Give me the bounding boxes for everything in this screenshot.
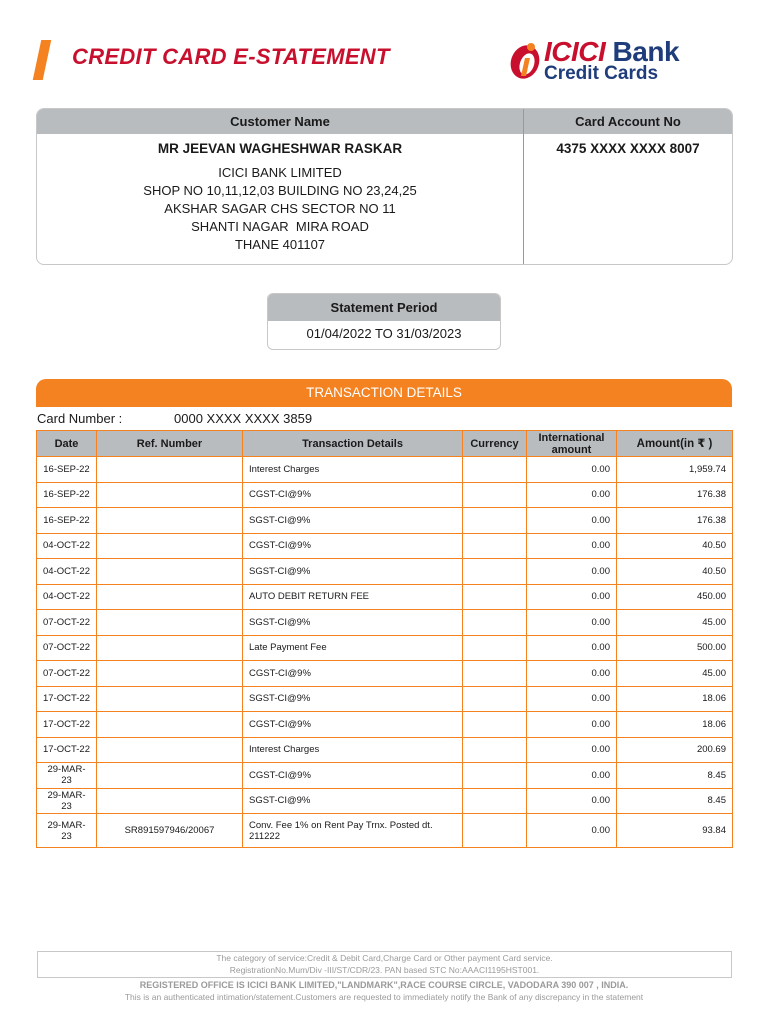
txn-currency (463, 661, 527, 687)
customer-name: MR JEEVAN WAGHESHWAR RASKAR (157, 141, 403, 156)
txn-date: 04-OCT-22 (37, 533, 97, 559)
txn-currency (463, 635, 527, 661)
txn-details: SGST-CI@9% (243, 788, 463, 814)
icici-emblem-icon (508, 38, 544, 82)
col-header-date: Date (37, 431, 97, 457)
card-number-label: Card Number : (37, 411, 123, 426)
table-row (37, 559, 733, 585)
txn-amount: 8.45 (617, 788, 733, 814)
table-row (37, 737, 733, 763)
transaction-rows (37, 457, 733, 848)
footer-service-category: The category of service:Credit & Debit Card,Charge Card or Other payment Card service. (216, 953, 553, 963)
icici-logo (508, 36, 738, 86)
logo-bank-text: Bank (605, 36, 680, 67)
txn-ref-number (97, 508, 243, 534)
txn-date: 07-OCT-22 (37, 661, 97, 687)
txn-date: 29-MAR-23 (37, 814, 97, 848)
logo-subtitle: Credit Cards (544, 63, 659, 84)
logo-icici-text: ICICI (544, 36, 606, 67)
txn-amount: 176.38 (617, 508, 733, 534)
txn-details: SGST-CI@9% (243, 559, 463, 585)
table-row (37, 533, 733, 559)
table-row (37, 686, 733, 712)
title-accent-bar (37, 40, 49, 80)
address-line: ICICI BANK LIMITED (218, 165, 342, 180)
txn-currency (463, 686, 527, 712)
txn-intl-amount: 0.00 (527, 559, 617, 585)
col-header-ref: Ref. Number (97, 431, 243, 457)
txn-intl-amount: 0.00 (527, 635, 617, 661)
txn-date: 07-OCT-22 (37, 635, 97, 661)
txn-details: CGST-CI@9% (243, 533, 463, 559)
txn-date: 29-MAR-23 (37, 763, 97, 789)
txn-amount: 18.06 (617, 686, 733, 712)
address-line: SHANTI NAGAR MIRA ROAD (191, 219, 369, 234)
transaction-details-banner: TRANSACTION DETAILS (36, 379, 732, 407)
txn-ref-number: SR891597946/20067 (97, 814, 243, 848)
txn-amount: 93.84 (617, 814, 733, 848)
table-row (37, 661, 733, 687)
customer-info-box (36, 108, 733, 265)
statement-period-box (267, 293, 501, 350)
txn-date: 04-OCT-22 (37, 584, 97, 610)
txn-intl-amount: 0.00 (527, 661, 617, 687)
txn-details: Interest Charges (243, 457, 463, 483)
txn-ref-number (97, 610, 243, 636)
card-number-value: 0000 XXXX XXXX 3859 (174, 411, 313, 426)
table-row (37, 712, 733, 738)
address-line: SHOP NO 10,11,12,03 BUILDING NO 23,24,25 (143, 183, 417, 198)
txn-amount: 45.00 (617, 661, 733, 687)
txn-amount: 40.50 (617, 559, 733, 585)
customer-address (37, 164, 523, 254)
txn-date: 17-OCT-22 (37, 712, 97, 738)
txn-amount: 1,959.74 (617, 457, 733, 483)
txn-ref-number (97, 457, 243, 483)
txn-intl-amount: 0.00 (527, 610, 617, 636)
txn-ref-number (97, 533, 243, 559)
txn-intl-amount: 0.00 (527, 814, 617, 848)
txn-ref-number (97, 482, 243, 508)
txn-amount: 40.50 (617, 533, 733, 559)
statement-period-label: Statement Period (268, 294, 500, 321)
txn-currency (463, 482, 527, 508)
txn-intl-amount: 0.00 (527, 533, 617, 559)
txn-date: 07-OCT-22 (37, 610, 97, 636)
transaction-table (36, 430, 733, 848)
txn-currency (463, 457, 527, 483)
txn-intl-amount: 0.00 (527, 788, 617, 814)
txn-details: CGST-CI@9% (243, 763, 463, 789)
col-header-details: Transaction Details (243, 431, 463, 457)
txn-ref-number (97, 763, 243, 789)
table-row (37, 763, 733, 789)
txn-currency (463, 533, 527, 559)
txn-details: SGST-CI@9% (243, 686, 463, 712)
txn-details: CGST-CI@9% (243, 712, 463, 738)
txn-currency (463, 763, 527, 789)
table-row (37, 814, 733, 848)
txn-currency (463, 712, 527, 738)
txn-details: Late Payment Fee (243, 635, 463, 661)
footer-registered-office: REGISTERED OFFICE IS ICICI BANK LIMITED,"LANDMARK",RACE COURSE CIRCLE, VADODARA 390 007 , INDIA. (139, 980, 629, 990)
txn-ref-number (97, 559, 243, 585)
txn-intl-amount: 0.00 (527, 686, 617, 712)
txn-currency (463, 788, 527, 814)
table-row (37, 610, 733, 636)
txn-details: AUTO DEBIT RETURN FEE (243, 584, 463, 610)
txn-details: SGST-CI@9% (243, 508, 463, 534)
txn-details: CGST-CI@9% (243, 482, 463, 508)
statement-period-value: 01/04/2022 TO 31/03/2023 (306, 326, 462, 341)
txn-date: 04-OCT-22 (37, 559, 97, 585)
table-row (37, 788, 733, 814)
txn-amount: 18.06 (617, 712, 733, 738)
page-title: CREDIT CARD E-STATEMENT (72, 44, 390, 69)
txn-date: 17-OCT-22 (37, 737, 97, 763)
txn-currency (463, 737, 527, 763)
txn-currency (463, 559, 527, 585)
footer-box (37, 951, 732, 978)
txn-details: CGST-CI@9% (243, 661, 463, 687)
address-line: THANE 401107 (234, 237, 326, 252)
txn-date: 16-SEP-22 (37, 508, 97, 534)
txn-ref-number (97, 661, 243, 687)
txn-amount: 500.00 (617, 635, 733, 661)
txn-amount: 176.38 (617, 482, 733, 508)
table-row (37, 482, 733, 508)
table-row (37, 457, 733, 483)
txn-ref-number (97, 584, 243, 610)
txn-amount: 200.69 (617, 737, 733, 763)
txn-intl-amount: 0.00 (527, 482, 617, 508)
footer-registration: RegistrationNo.Mum/Div -III/ST/CDR/23. PAN based STC No:AAACI1195HST001. (229, 965, 540, 975)
txn-ref-number (97, 635, 243, 661)
txn-currency (463, 508, 527, 534)
txn-intl-amount: 0.00 (527, 712, 617, 738)
card-account-label: Card Account No (575, 114, 681, 129)
table-row (37, 635, 733, 661)
card-account-number: 4375 XXXX XXXX 8007 (556, 141, 700, 156)
txn-intl-amount: 0.00 (527, 737, 617, 763)
footer-disclaimer: This is an authenticated intimation/statement.Customers are requested to immediately notify the Bank of any discrepancy in the statement (124, 992, 644, 1002)
txn-intl-amount: 0.00 (527, 763, 617, 789)
table-row (37, 508, 733, 534)
txn-amount: 8.45 (617, 763, 733, 789)
col-header-currency: Currency (463, 431, 527, 457)
txn-ref-number (97, 712, 243, 738)
col-header-intl-amount: International amount (527, 431, 617, 457)
txn-currency (463, 610, 527, 636)
txn-details: Interest Charges (243, 737, 463, 763)
txn-ref-number (97, 788, 243, 814)
txn-date: 16-SEP-22 (37, 457, 97, 483)
txn-date: 29-MAR-23 (37, 788, 97, 814)
address-line: AKSHAR SAGAR CHS SECTOR NO 11 (164, 201, 396, 216)
txn-currency (463, 814, 527, 848)
txn-currency (463, 584, 527, 610)
customer-name-label: Customer Name (230, 114, 330, 129)
txn-date: 17-OCT-22 (37, 686, 97, 712)
txn-details: SGST-CI@9% (243, 610, 463, 636)
txn-date: 16-SEP-22 (37, 482, 97, 508)
customer-info-header (37, 109, 732, 134)
table-row (37, 584, 733, 610)
column-divider (523, 109, 524, 264)
col-header-amount: Amount(in ₹ ) (617, 431, 733, 457)
txn-intl-amount: 0.00 (527, 584, 617, 610)
txn-ref-number (97, 737, 243, 763)
table-header-row (37, 431, 733, 457)
txn-intl-amount: 0.00 (527, 457, 617, 483)
txn-details: Conv. Fee 1% on Rent Pay Trnx. Posted dt. 211222 (243, 814, 463, 848)
txn-amount: 450.00 (617, 584, 733, 610)
txn-amount: 45.00 (617, 610, 733, 636)
txn-ref-number (97, 686, 243, 712)
txn-intl-amount: 0.00 (527, 508, 617, 534)
